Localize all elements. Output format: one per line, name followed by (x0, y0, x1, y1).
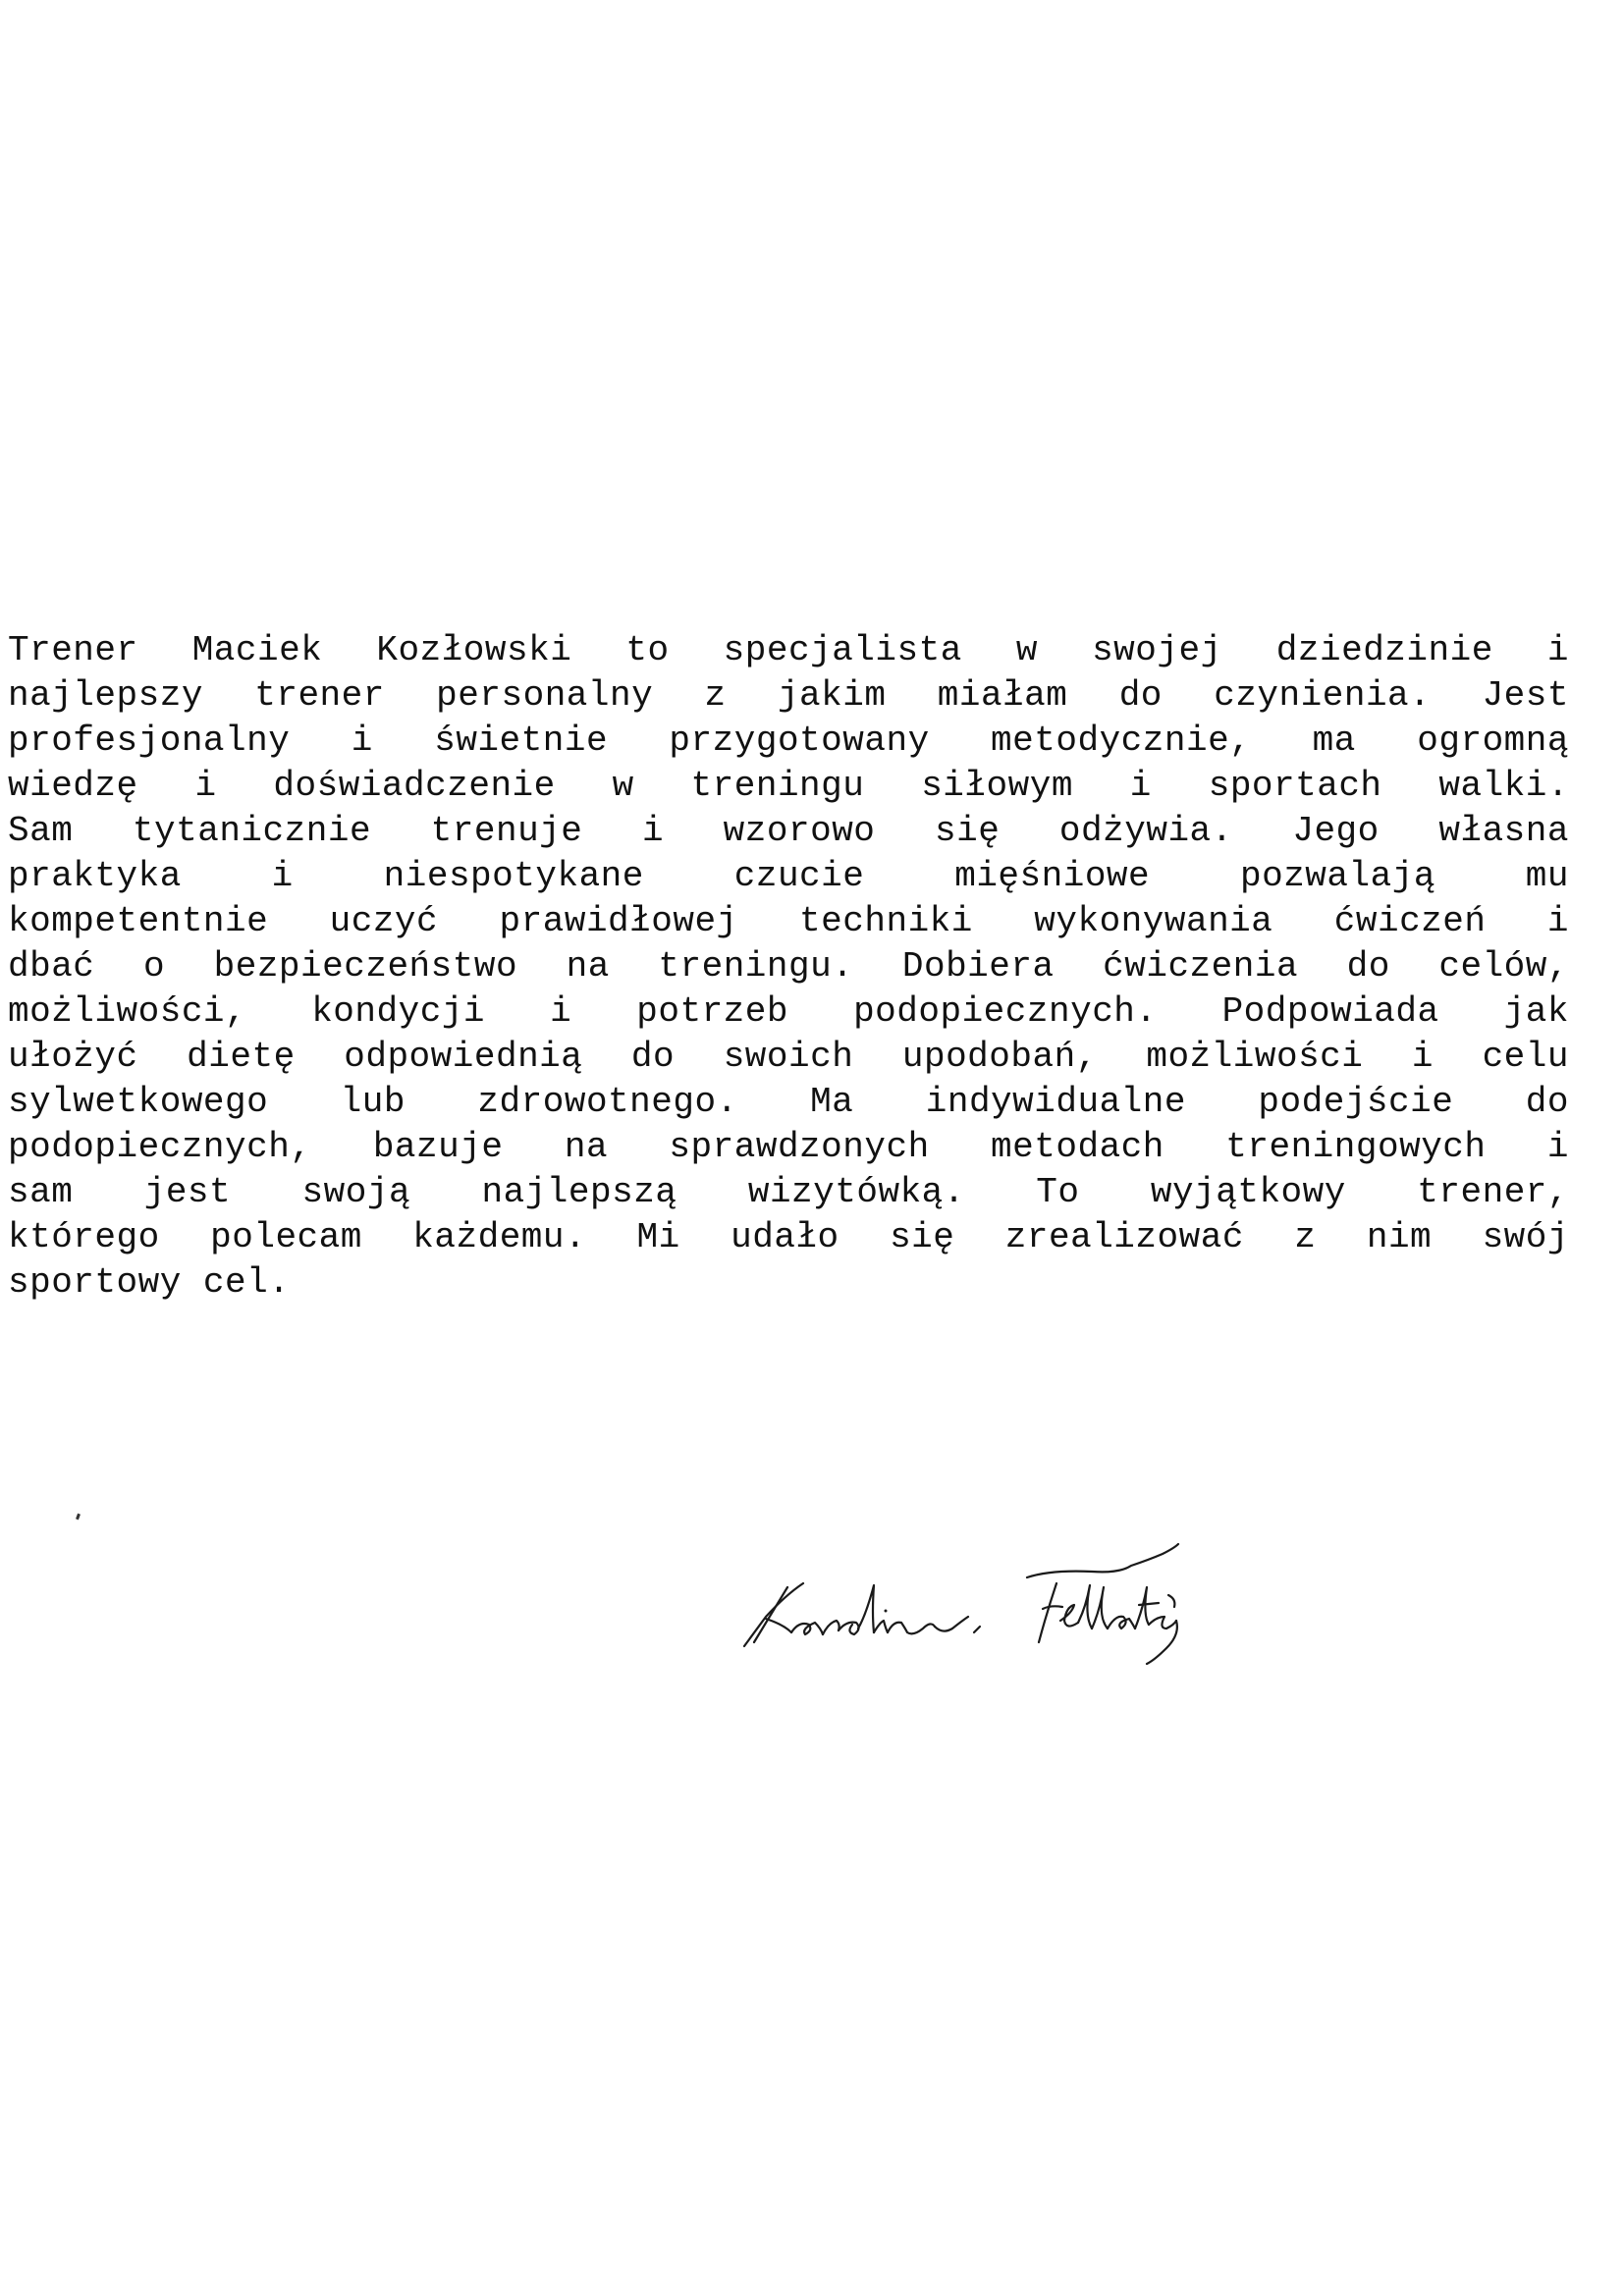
letter-line-7: kompetentnie uczyć prawidłowej techniki wykonywania ćwiczeń i (8, 901, 1569, 941)
scan-speck (76, 1514, 81, 1521)
letter-line-10: ułożyć dietę odpowiednią do swoich upodobań, możliwości i celu (8, 1037, 1569, 1077)
letter-line-13: sam jest swoją najlepszą wizytówką. To wyjątkowy trener, (8, 1172, 1569, 1212)
letter-line-2: najlepszy trener personalny z jakim miałam do czynienia. Jest (8, 675, 1569, 716)
letter-line-3: profesjonalny i świetnie przygotowany metodycznie, ma ogromną (8, 721, 1569, 761)
letter-line-6: praktyka i niespotykane czucie mięśniowe pozwalają mu (8, 856, 1569, 896)
letter-line-5: Sam tytanicznie trenuje i wzorowo się odżywia. Jego własna (8, 811, 1569, 851)
letter-line-11: sylwetkowego lub zdrowotnego. Ma indywidualne podejście do (8, 1082, 1569, 1122)
letter-line-15: sportowy cel. (8, 1262, 291, 1303)
letter-body (8, 628, 1569, 1306)
handwritten-signature (727, 1526, 1276, 1674)
letter-line-4: wiedzę i doświadczenie w treningu siłowym i sportach walki. (8, 766, 1569, 806)
letter-line-12: podopiecznych, bazuje na sprawdzonych metodach treningowych i (8, 1127, 1569, 1167)
letter-line-14: którego polecam każdemu. Mi udało się zrealizować z nim swój (8, 1217, 1569, 1257)
letter-line-9: możliwości, kondycji i potrzeb podopiecznych. Podpowiada jak (8, 991, 1569, 1032)
letter-line-1: Trener Maciek Kozłowski to specjalista w swojej dziedzinie i (8, 630, 1569, 670)
letter-line-8: dbać o bezpieczeństwo na treningu. Dobiera ćwiczenia do celów, (8, 946, 1569, 987)
